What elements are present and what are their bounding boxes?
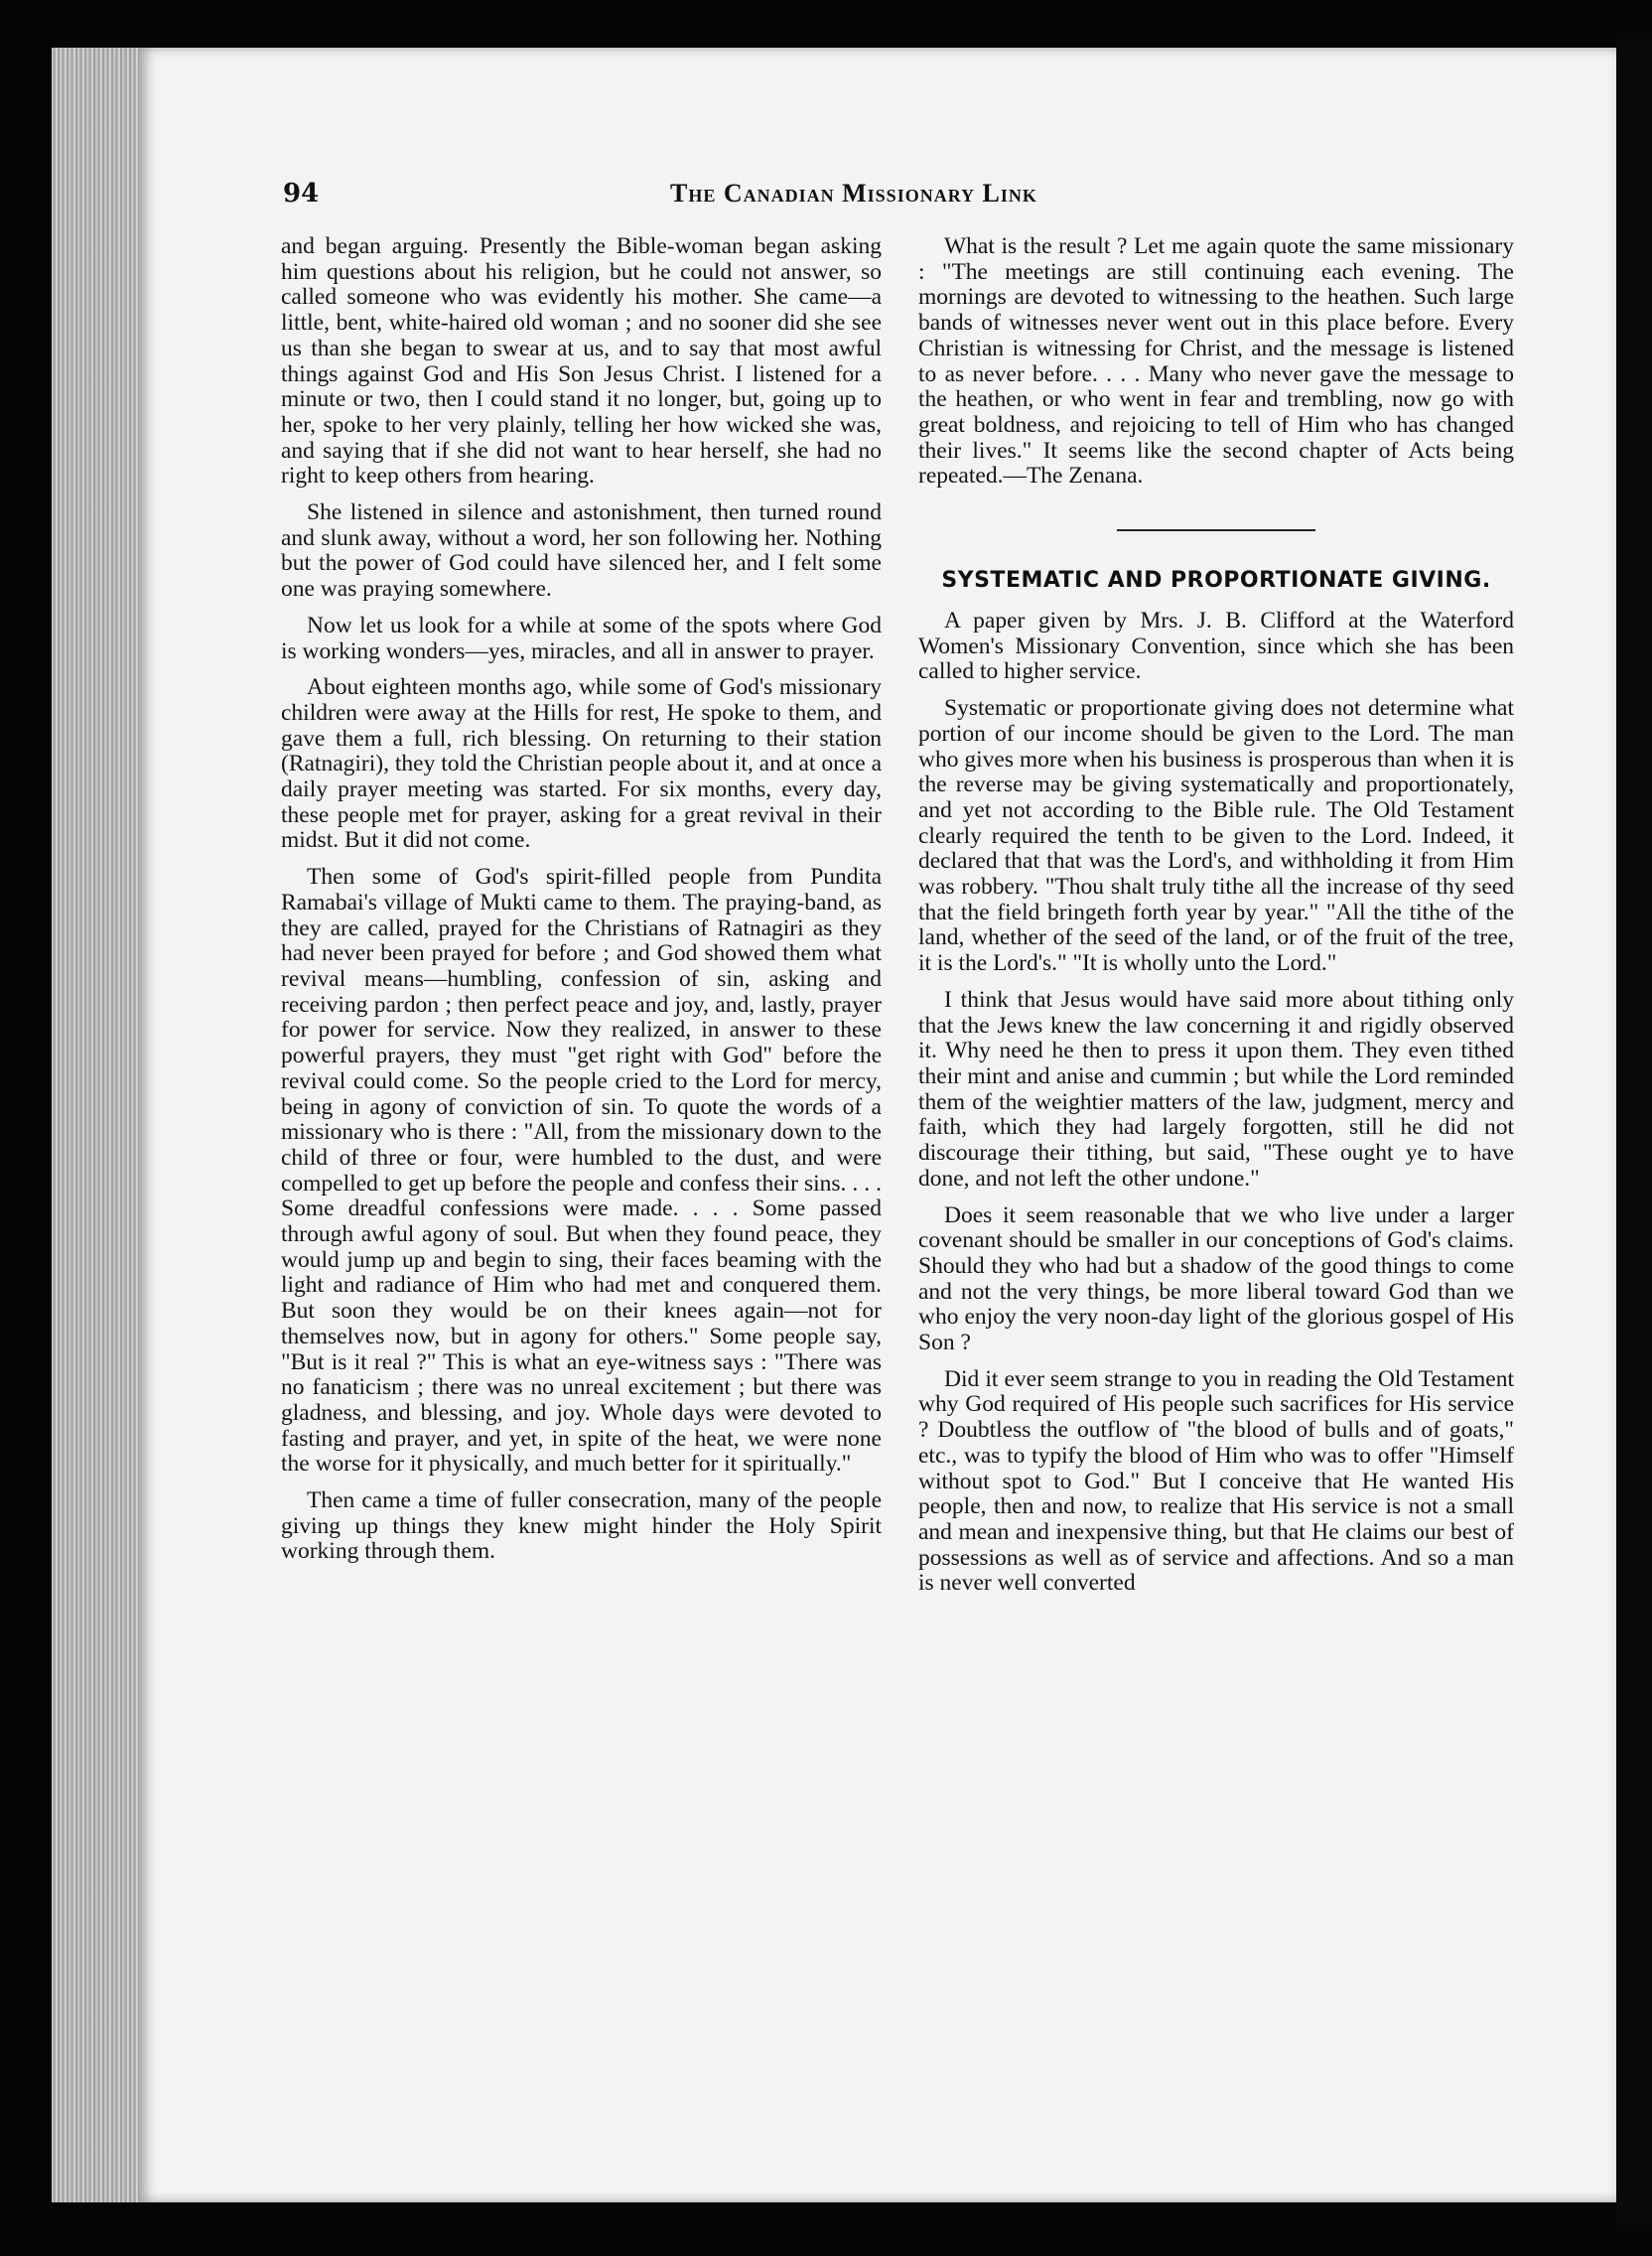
section-divider <box>1117 529 1315 531</box>
paragraph: and began arguing. Presently the Bible-woman began asking him questions about his religion, but he could not answer, so called someone who was evidently his mother. She came—a little, bent, white-haired old woman ; and no sooner did she see us than she began to swear at us, and to say that most awful things against God and His Son Jesus Christ. I listened for a minute or two, then I could stand it no longer, but, going up to her, spoke to her very plainly, telling her how wicked she was, and saying that if she did not want to hear herself, she had no right to keep others from hearing. <box>281 233 882 490</box>
scan-border-right <box>1616 40 1652 2224</box>
running-title: The Canadian Missionary Link <box>670 179 1037 208</box>
paragraph: Did it ever seem strange to you in reading the Old Testament why God required of His people such sacrifices for His service ? Doubtless the outflow of "the blood of bulls and of goats," etc., was to typify the blood of Him who was to offer "Himself without spot to God." But I conceive that He wanted His people, then and now, to realize that His service is not a small and mean and inexpensive thing, but that He claims our best of possessions as well as of service and affections. And so a man is never well converted <box>918 1365 1514 1597</box>
book-page-edges <box>52 48 151 2202</box>
page-header <box>283 179 1524 218</box>
paragraph: What is the result ? Let me again quote the same missionary : "The meetings are still continuing each evening. The mornings are devoted to witnessing to the heathen. Such large bands of witnesses never went out in this place before. Every Christian is witnessing for Christ, and the message is listened to as never before. . . . Many who never gave the message to the heathen, or who went in fear and trembling, now go with great boldness, and rejoicing to tell of Him who has changed their lives." It seems like the second chapter of Acts being repeated.—The Zenana. <box>918 233 1514 490</box>
paragraph: A paper given by Mrs. J. B. Clifford at the Waterford Women's Missionary Convention, since which she has been called to higher service. <box>918 608 1514 685</box>
paragraph: Now let us look for a while at some of the spots where God is working wonders—yes, miracles, and all in answer to prayer. <box>281 612 882 664</box>
page-number: 94 <box>283 179 320 209</box>
paragraph: She listened in silence and astonishment, then turned round and slunk away, without a word, her son following her. Nothing but the power of God could have silenced her, and I felt some one was praying somewhere. <box>281 499 882 603</box>
section-heading: SYSTEMATIC AND PROPORTIONATE GIVING. <box>941 568 1491 594</box>
paragraph: About eighteen months ago, while some of God's missionary children were away at the Hills for rest, He spoke to them, and gave them a full, rich blessing. On returning to their station (Ratnagiri), they told the Christian people about it, and at once a daily prayer meeting was started. For six months, every day, these people met for prayer, asking for a great revival in their midst. But it did not come. <box>281 674 882 854</box>
left-column <box>281 234 882 1576</box>
right-column <box>918 234 1514 1608</box>
paragraph: Then came a time of fuller consecration, many of the people giving up things they knew might hinder the Holy Spirit working through them. <box>281 1487 882 1565</box>
paragraph: I think that Jesus would have said more about tithing only that the Jews knew the law concerning it and rigidly observed it. Why need he then to press it upon them. They even tithed their mint and anise and cummin ; but while the Lord reminded them of the weightier matters of the law, judgment, mercy and faith, which they had largely forgotten, still he did not discourage their tithing, but said, "These ought ye to have done, and not left the other undone." <box>918 986 1514 1192</box>
paragraph: Systematic or proportionate giving does not determine what portion of our income should be given to the Lord. The man who gives more when his business is prosperous than when it is the reverse may be giving systematically and proportionately, and yet not according to the Bible rule. The Old Testament clearly required the tenth to be given to the Lord. Indeed, it declared that that was the Lord's, and withholding it from Him was robbery. "Thou shalt truly tithe all the increase of thy seed that the field bringeth forth year by year." "All the tithe of the land, whether of the seed of the land, or of the fruit of the tree, it is the Lord's." "It is wholly unto the Lord." <box>918 695 1514 977</box>
paragraph: Does it seem reasonable that we who live under a larger covenant should be smaller in our conceptions of God's claims. Should they who had but a shadow of the good things to come and not the very things, be more liberal toward God than we who enjoy the very noon-day light of the glorious gospel of His Son ? <box>918 1201 1514 1356</box>
paragraph: Then some of God's spirit-filled people from Pundita Ramabai's village of Mukti came to them. The praying-band, as they are called, prayed for the Christians of Ratnagiri as they had never been prayed for before ; and God showed them what revival means—humbling, confession of sin, asking and receiving pardon ; then perfect peace and joy, and, lastly, prayer for power for service. Now they realized, in answer to these powerful prayers, they must "get right with God" before the revival could come. So the people cried to the Lord for mercy, being in agony of conviction of sin. To quote the words of a missionary who is there : "All, from the missionary down to the child of three or four, were humbled to the dust, and were compelled to get up before the people and confess their sins. . . . Some dreadful confessions were made. . . . Some passed through awful agony of soul. But when they found peace, they would jump up and begin to sing, their faces beaming with the light and radiance of Him who had met and conquered them. But soon they would be on their knees again—not for themselves now, but in agony for others." Some people say, "But is it real ?" This is what an eye-witness says : "There was no fanaticism ; there was no unreal excitement ; but there was gladness, and blessing, and joy. Whole days were devoted to fasting and prayer, and yet, in spite of the heat, we were none the worse for it physically, and much better for it spiritually." <box>281 864 882 1478</box>
